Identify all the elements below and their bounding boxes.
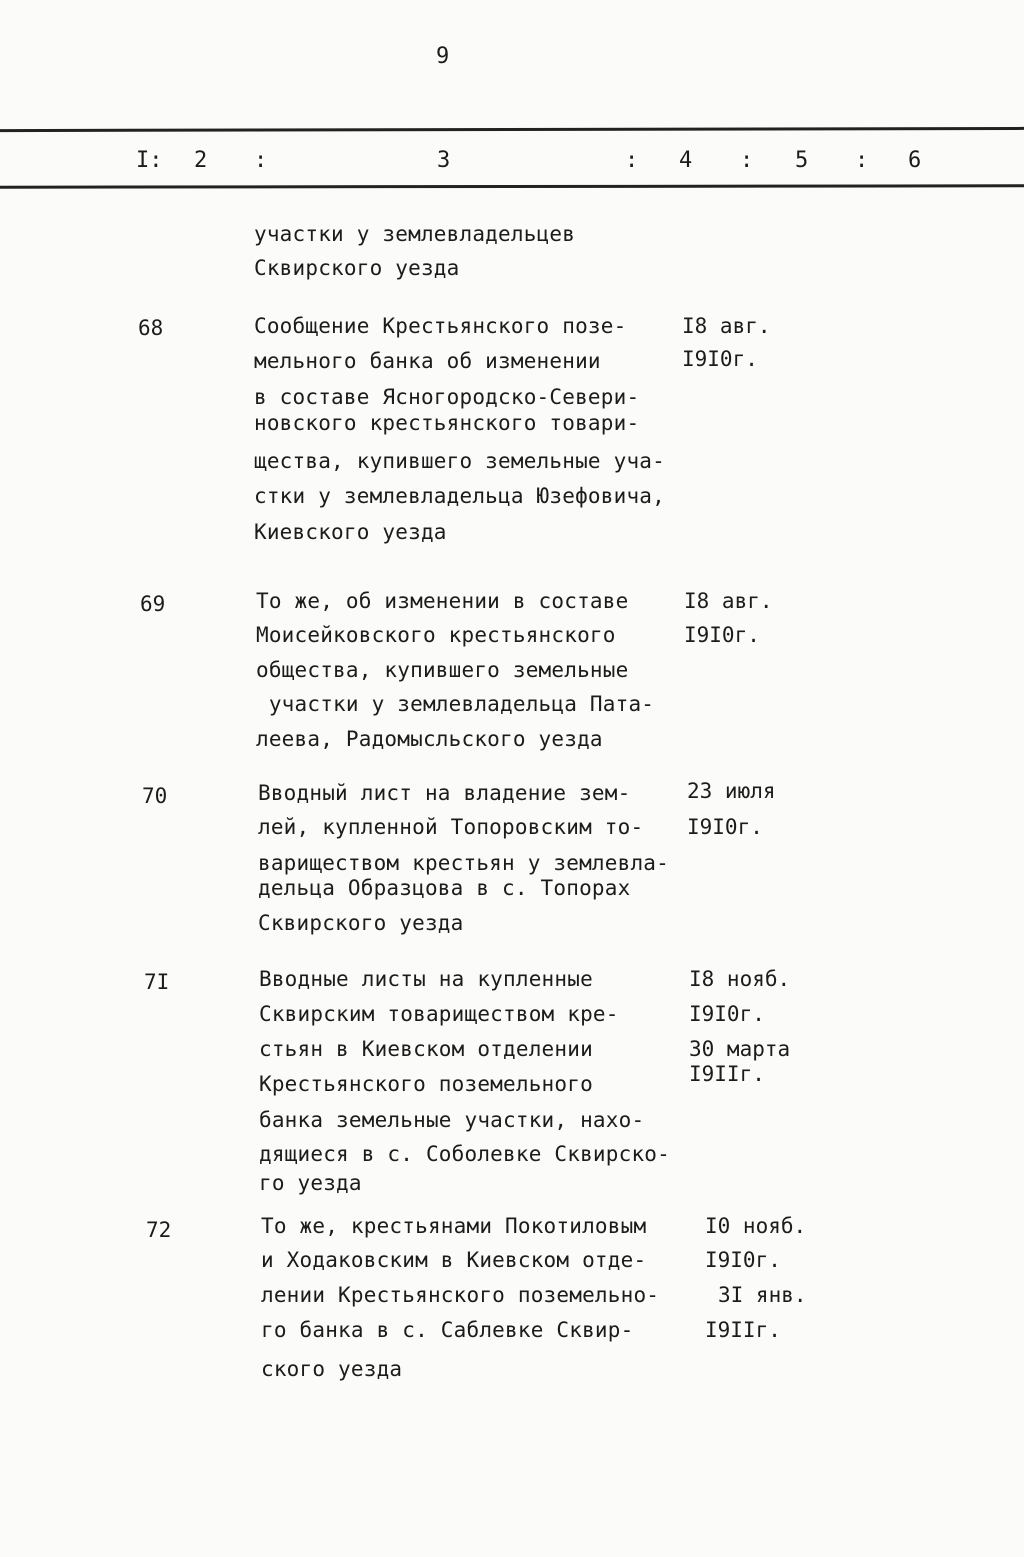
entry-text-line: банка земельные участки, нахо- [259, 1108, 645, 1132]
entry-text-line: го уезда [259, 1171, 362, 1195]
page-number: 9 [436, 44, 450, 69]
entry-text-line: дящиеся в с. Соболевке Сквирско- [259, 1142, 670, 1166]
header-rule-bottom [0, 184, 1024, 188]
entry-number: 69 [140, 592, 166, 616]
entry-text-line: мельного банка об изменении [254, 349, 601, 373]
entry-text-line: Сквирского уезда [254, 256, 460, 280]
entry-date: 30 марта [689, 1037, 791, 1061]
entry-date: I9I0г. [689, 1002, 765, 1026]
column-3-label: 3 [437, 148, 451, 173]
entry-text-line: То же, об изменении в составе [256, 589, 629, 613]
entry-date: I9I0г. [684, 623, 760, 647]
entry-date: I9I0г. [705, 1248, 781, 1272]
column-1-label: I: [136, 148, 163, 173]
column-5-label: 5 [795, 148, 809, 173]
entry-number: 70 [142, 784, 168, 808]
entry-date: 3I янв. [718, 1283, 807, 1307]
entry-text-line: щества, купившего земельные уча- [254, 449, 665, 473]
entry-date: I0 нояб. [705, 1214, 807, 1238]
entry-text-line: Сквирским товариществом кре- [259, 1002, 619, 1026]
entry-text-line: новского крестьянского товари- [254, 411, 640, 435]
column-separator: : [740, 148, 754, 173]
entry-date: I9IIг. [705, 1318, 781, 1342]
entry-text-line: лей, купленной Топоровским то- [258, 815, 644, 839]
column-separator: : [855, 148, 869, 173]
column-6-label: 6 [908, 148, 922, 173]
entry-date: I8 нояб. [689, 967, 791, 991]
column-separator: : [254, 148, 268, 173]
entry-text-line: ского уезда [261, 1357, 403, 1381]
entry-text-line: леева, Радомысльского уезда [256, 727, 603, 751]
entry-text-line: и Ходаковским в Киевском отде- [261, 1248, 647, 1272]
entry-text-line: стки у землевладельца Юзефовича, [254, 484, 665, 508]
entry-date: 23 июля [687, 779, 776, 803]
entry-number: 72 [146, 1218, 172, 1242]
entry-text-line: в составе Ясногородско-Севери- [254, 385, 640, 409]
entry-text-line: Моисейковского крестьянского [256, 623, 616, 647]
entry-number: 68 [138, 316, 164, 340]
entry-text-line: общества, купившего земельные [256, 658, 629, 682]
entry-date: I8 авг. [684, 589, 773, 613]
entry-text-line: Киевского уезда [254, 520, 447, 544]
entry-text-line: Вводный лист на владение зем- [258, 781, 631, 805]
entry-text-line: лении Крестьянского поземельно- [261, 1283, 660, 1307]
header-rule-top [0, 127, 1024, 132]
entry-text-line: го банка в с. Саблевке Сквир- [261, 1318, 634, 1342]
entry-text-line: участки у землевладельца Пата- [256, 692, 655, 716]
entry-text-line: Вводные листы на купленные [259, 967, 593, 991]
entry-text-line: стьян в Киевском отделении [259, 1037, 593, 1061]
column-separator: : [625, 148, 639, 173]
entry-text-line: вариществом крестьян у землевла- [258, 851, 669, 875]
entry-text-line: Сообщение Крестьянского позе- [254, 314, 627, 338]
entry-text-line: То же, крестьянами Покотиловым [261, 1214, 647, 1238]
entry-date: I9IIг. [689, 1062, 765, 1086]
entry-date: I8 авг. [682, 314, 771, 338]
entry-number: 7I [144, 970, 170, 994]
entry-text-line: Крестьянского поземельного [259, 1072, 593, 1096]
entry-text-line: Сквирского уезда [258, 911, 464, 935]
column-2-label: 2 [194, 148, 208, 173]
entry-date: I9I0г. [687, 815, 763, 839]
column-4-label: 4 [679, 148, 693, 173]
entry-text-line: дельца Образцова в с. Топорах [258, 876, 631, 900]
entry-text-line: участки у землевладельцев [254, 222, 576, 246]
entry-date: I9I0г. [682, 347, 758, 371]
